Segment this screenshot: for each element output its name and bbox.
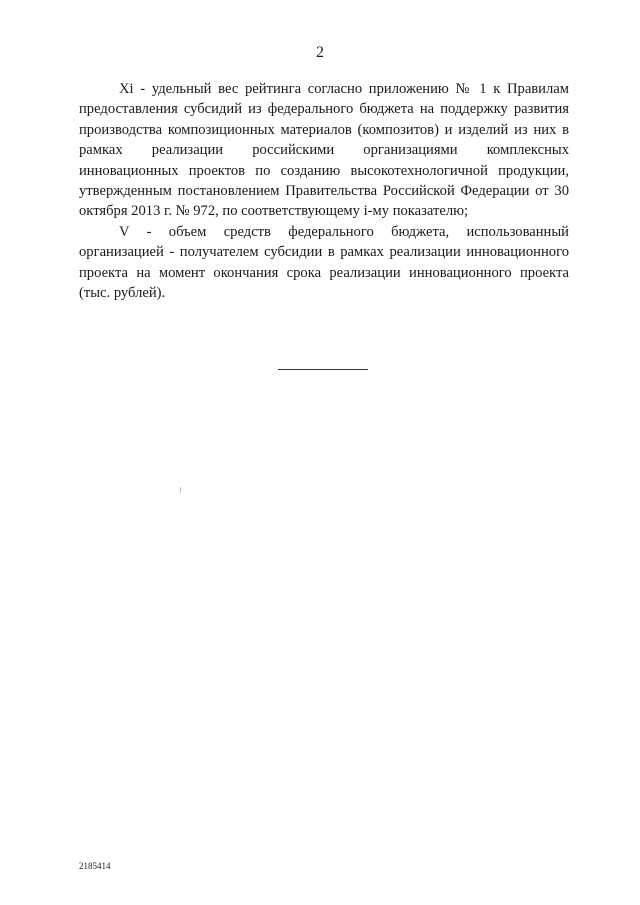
paragraph-v-definition: V - объем средств федерального бюджета, использованный организацией - получателем субсидии в рамках реализации инновационного проекта на момент окончания срока реализации инновационного проекта (тыс. рублей). [79, 223, 569, 302]
paragraph-xi-definition: Xi - удельный вес рейтинга согласно приложению № 1 к Правилам предоставления субсидий из федерального бюджета на поддержку развития производства композиционных материалов (композитов) и изделий из них в рамках реализации российскими организациями комплексных инновационных проектов по созданию высокотехнологичной продукции, утвержденным постановлением Правительства Российской Федерации от 30 октября 2013 г. № 972, по соответствующему i-му показателю; [79, 81, 569, 220]
document-code: 2185414 [79, 861, 111, 871]
scan-speck [180, 487, 181, 493]
section-divider [278, 369, 368, 370]
page-number: 2 [316, 44, 324, 61]
document-body [79, 79, 569, 303]
